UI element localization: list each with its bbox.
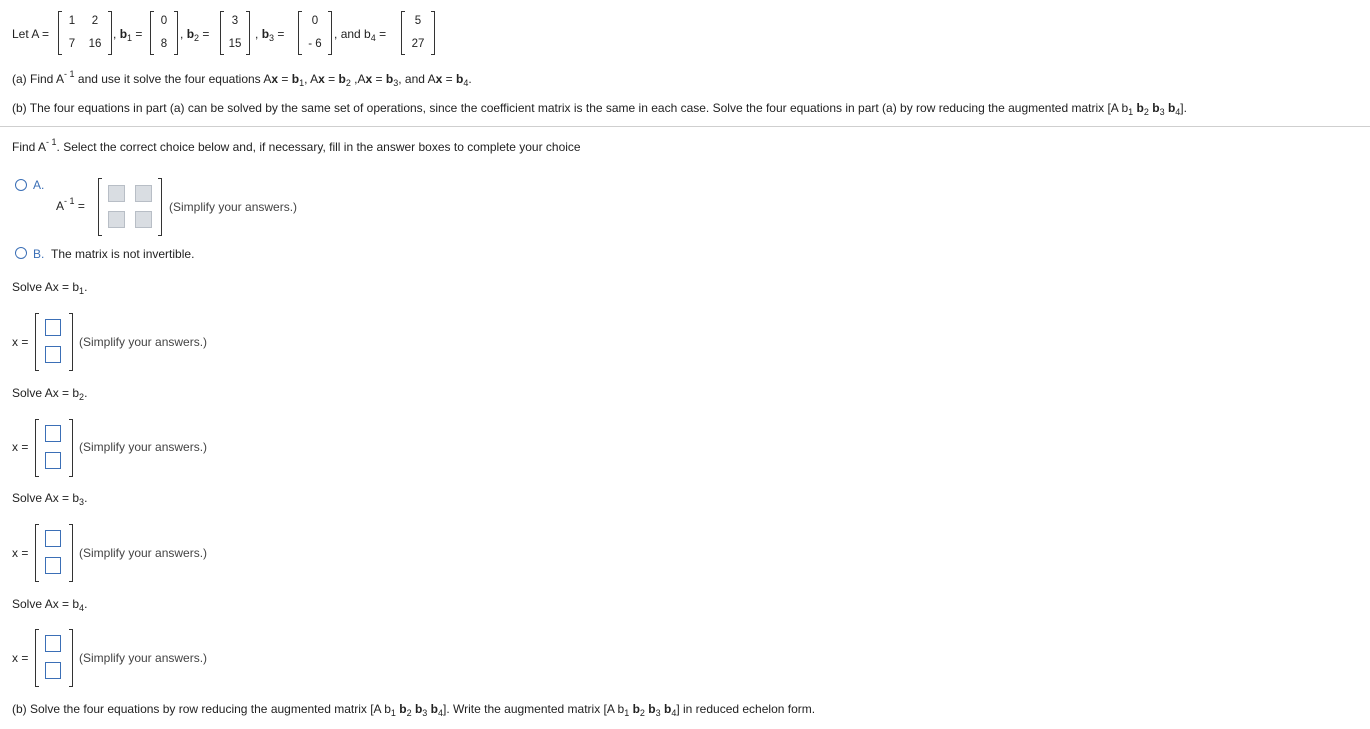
- b3-label: , $b_3$ =: [255, 27, 285, 43]
- section-divider: [0, 126, 1370, 127]
- let-a-label: Let A =: [12, 27, 50, 41]
- vector-b3-cell: - 6: [308, 38, 322, 50]
- solve-b4-label: Solve $Ax = b_4$.: [12, 597, 88, 613]
- vector-b4-cell: 27: [411, 38, 425, 50]
- x-b3-input-2[interactable]: [45, 557, 61, 574]
- x-vector-b4: [35, 630, 73, 686]
- choice-a-radio[interactable]: [15, 179, 27, 191]
- matrix-a: [58, 12, 112, 54]
- x-b3-input-1[interactable]: [45, 530, 61, 547]
- x-b1-input-2[interactable]: [45, 346, 61, 363]
- matrix-a-cell: 16: [88, 38, 102, 50]
- footer-part-b: (b) Solve the four equations by row reducing the augmented matrix [A $b_1$ $b_2$ $b_3$ $b_4$]. Write the augmented matrix [A $b_1$ $b_2$ $b_3$ $b_4$] in reduced echelon form.: [12, 702, 816, 718]
- solve-b2-label: Solve $Ax = b_2$.: [12, 386, 88, 402]
- find-inverse-prompt: Find $A^{- 1}$. Select the correct choice below and, if necessary, fill in the answer boxes to complete your choice: [12, 137, 581, 154]
- a-inverse-label: $A^{- 1}$ =: [56, 196, 85, 213]
- a-inverse-input-21[interactable]: [108, 211, 125, 228]
- vector-b4-cell: 5: [414, 15, 422, 27]
- x-label: x =: [12, 335, 29, 349]
- x-vector-b3: [35, 525, 73, 581]
- a-inverse-input-12[interactable]: [135, 185, 152, 202]
- x-label: x =: [12, 440, 29, 454]
- x-vector-b2: [35, 420, 73, 476]
- a-inverse-input-11[interactable]: [108, 185, 125, 202]
- simplify-note: (Simplify your answers.): [169, 200, 298, 214]
- vector-b1-cell: 0: [160, 15, 168, 27]
- a-inverse-matrix: [98, 179, 162, 235]
- b1-label: , $b_1$ =: [113, 27, 143, 43]
- x-b4-input-1[interactable]: [45, 635, 61, 652]
- matrix-a-cell: 2: [91, 15, 99, 27]
- vector-b1: [150, 12, 178, 54]
- x-b2-input-1[interactable]: [45, 425, 61, 442]
- part-a-text: (a) Find $A^{- 1}$ and use it solve the four equations $Ax = b_1$, $Ax = b_2$ $,Ax = b_3$, and $Ax = b_4$.: [12, 69, 472, 88]
- part-b-text: (b) The four equations in part (a) can be solved by the same set of operations, since the coefficient matrix is the same in each case. Solve the four equations in part (a) by row reducing the augmented matrix [A $b_1$ $b_2$ $b_3$ $b_4$].: [12, 101, 1187, 117]
- simplify-note: (Simplify your answers.): [79, 651, 208, 665]
- x-b2-input-2[interactable]: [45, 452, 61, 469]
- vector-b3-cell: 0: [311, 15, 319, 27]
- simplify-note: (Simplify your answers.): [79, 335, 208, 349]
- x-vector-b1: [35, 314, 73, 370]
- choice-a-label[interactable]: A.: [33, 178, 45, 192]
- x-b1-input-1[interactable]: [45, 319, 61, 336]
- simplify-note: (Simplify your answers.): [79, 546, 208, 560]
- x-b4-input-2[interactable]: [45, 662, 61, 679]
- vector-b2-cell: 3: [231, 15, 239, 27]
- simplify-note: (Simplify your answers.): [79, 440, 208, 454]
- solve-b1-label: Solve $Ax = b_1$.: [12, 280, 88, 296]
- a-inverse-input-22[interactable]: [135, 211, 152, 228]
- vector-b2: [220, 12, 250, 54]
- matrix-a-cell: 1: [68, 15, 76, 27]
- vector-b1-cell: 8: [160, 38, 168, 50]
- vector-b4: [401, 12, 435, 54]
- x-label: x =: [12, 651, 29, 665]
- choice-b-radio[interactable]: [15, 247, 27, 259]
- choice-b-label[interactable]: B. The matrix is not invertible.: [33, 247, 195, 261]
- b4-label: , and $b_4$ =: [334, 27, 387, 43]
- matrix-a-cell: 7: [68, 38, 76, 50]
- solve-b3-label: Solve $Ax = b_3$.: [12, 491, 88, 507]
- vector-b2-cell: 15: [228, 38, 242, 50]
- x-label: x =: [12, 546, 29, 560]
- vector-b3: [298, 12, 332, 54]
- b2-label: , $b_2$ =: [180, 27, 210, 43]
